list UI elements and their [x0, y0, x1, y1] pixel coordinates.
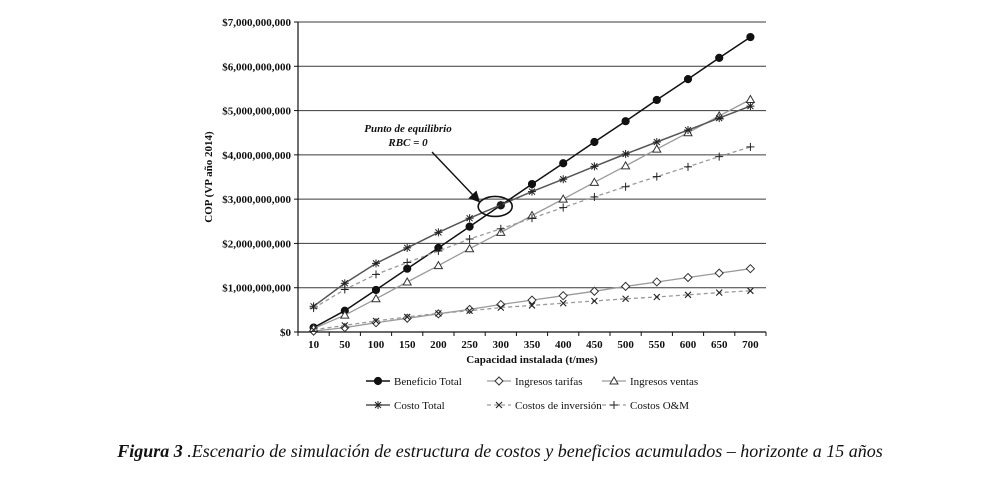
data-point: [372, 270, 380, 278]
legend-item-2: [602, 376, 698, 388]
data-point: [715, 269, 723, 277]
legend-label: Costo Total: [394, 400, 445, 412]
legend-label: Ingresos ventas: [630, 376, 699, 388]
data-point: [372, 259, 380, 267]
data-point: [372, 286, 379, 293]
axes: [203, 17, 766, 366]
data-point: [560, 160, 567, 167]
data-point: [590, 193, 598, 201]
annotation-text: Punto de equilibrio: [364, 123, 452, 135]
legend-item-1: [487, 376, 583, 388]
data-point: [403, 278, 411, 285]
legend-item-4: [487, 400, 602, 412]
equilibrium-arrow: [432, 152, 478, 200]
data-point: [684, 76, 691, 83]
figure-caption: [0, 441, 1000, 462]
annotation-text: RBC = 0: [388, 137, 428, 149]
data-point: [559, 292, 567, 300]
data-point: [466, 223, 473, 230]
legend: [366, 376, 698, 412]
series-0: [310, 33, 754, 331]
x-axis-title: Capacidad instalada (t/mes): [466, 354, 598, 366]
data-point: [654, 294, 660, 300]
x-tick-label: 400: [554, 339, 572, 351]
data-point: [622, 162, 630, 169]
x-tick-label: 500: [617, 339, 634, 351]
data-point: [746, 143, 754, 151]
legend-marker: [610, 401, 618, 409]
data-point: [466, 305, 474, 313]
caption-text: .Escenario de simulación de estructura de costos y beneficios acumulados – horizonte a 15 años: [187, 441, 883, 461]
x-tick-label: 700: [742, 339, 759, 351]
x-tick-label: 300: [492, 339, 510, 351]
legend-label: Beneficio Total: [394, 376, 462, 388]
x-tick-label: 100: [367, 339, 385, 351]
y-axis-title: COP (VP año 2014): [203, 131, 215, 223]
data-point: [684, 126, 692, 134]
data-point: [590, 178, 598, 185]
legend-item-5: [602, 400, 689, 412]
legend-marker: [495, 377, 503, 385]
y-tick-label: $4,000,000,000: [222, 149, 291, 162]
x-tick-label: 350: [523, 339, 541, 351]
data-point: [559, 204, 567, 212]
data-point: [434, 228, 442, 236]
x-tick-label: 200: [430, 339, 447, 351]
gridlines: [298, 22, 766, 288]
y-tick-label: $3,000,000,000: [222, 194, 291, 207]
data-point: [372, 295, 380, 302]
data-point: [466, 235, 474, 243]
data-point: [653, 145, 661, 152]
x-tick-label: 550: [648, 339, 666, 351]
data-point: [716, 54, 723, 61]
y-tick-label: $2,000,000,000: [222, 238, 291, 251]
y-tick-label: $0: [280, 327, 291, 339]
data-point: [590, 162, 598, 170]
data-point: [466, 214, 474, 222]
data-point: [590, 287, 598, 295]
x-tick-label: 650: [710, 339, 728, 351]
series-lines: [310, 33, 755, 335]
caption-label: Figura 3: [117, 441, 183, 461]
data-point: [746, 96, 754, 103]
data-point: [528, 180, 535, 187]
data-point: [622, 118, 629, 125]
legend-item-0: [366, 376, 462, 388]
legend-label: Costos de inversión: [515, 400, 602, 412]
x-tick-label: 10: [308, 339, 320, 351]
data-point: [434, 262, 442, 269]
y-tick-label: $5,000,000,000: [222, 105, 291, 118]
data-point: [559, 175, 567, 183]
x-tick-label: 150: [398, 339, 416, 351]
data-point: [746, 265, 754, 273]
x-tick-label: 600: [679, 339, 697, 351]
data-point: [653, 138, 661, 146]
data-point: [497, 201, 505, 209]
legend-marker: [374, 377, 381, 384]
data-point: [684, 274, 692, 282]
legend-label: Costos O&M: [630, 400, 689, 412]
data-point: [403, 244, 411, 252]
data-point: [528, 214, 536, 222]
y-tick-label: $6,000,000,000: [222, 61, 291, 74]
data-point: [466, 245, 474, 252]
data-point: [653, 173, 661, 181]
data-point: [528, 188, 536, 196]
series-line: [314, 147, 751, 308]
data-point: [746, 102, 754, 110]
data-point: [715, 114, 723, 122]
x-tick-label: 450: [586, 339, 603, 351]
x-tick-label: 50: [339, 339, 351, 351]
data-point: [715, 153, 723, 161]
y-tick-label: $1,000,000,000: [222, 282, 291, 295]
y-tick-label: $7,000,000,000: [222, 17, 291, 29]
data-point: [310, 304, 318, 312]
data-point: [591, 138, 598, 145]
data-point: [622, 183, 630, 191]
data-point: [653, 96, 660, 103]
data-point: [622, 150, 630, 158]
data-point: [341, 285, 349, 293]
annotation: [364, 123, 512, 216]
legend-marker: [374, 401, 382, 409]
data-point: [403, 314, 411, 322]
data-point: [403, 258, 411, 266]
data-point: [622, 282, 630, 290]
data-point: [653, 278, 661, 286]
legend-item-3: [366, 400, 445, 412]
x-tick-label: 250: [461, 339, 478, 351]
data-point: [684, 163, 692, 171]
data-point: [747, 33, 754, 40]
legend-label: Ingresos tarifas: [515, 376, 583, 388]
